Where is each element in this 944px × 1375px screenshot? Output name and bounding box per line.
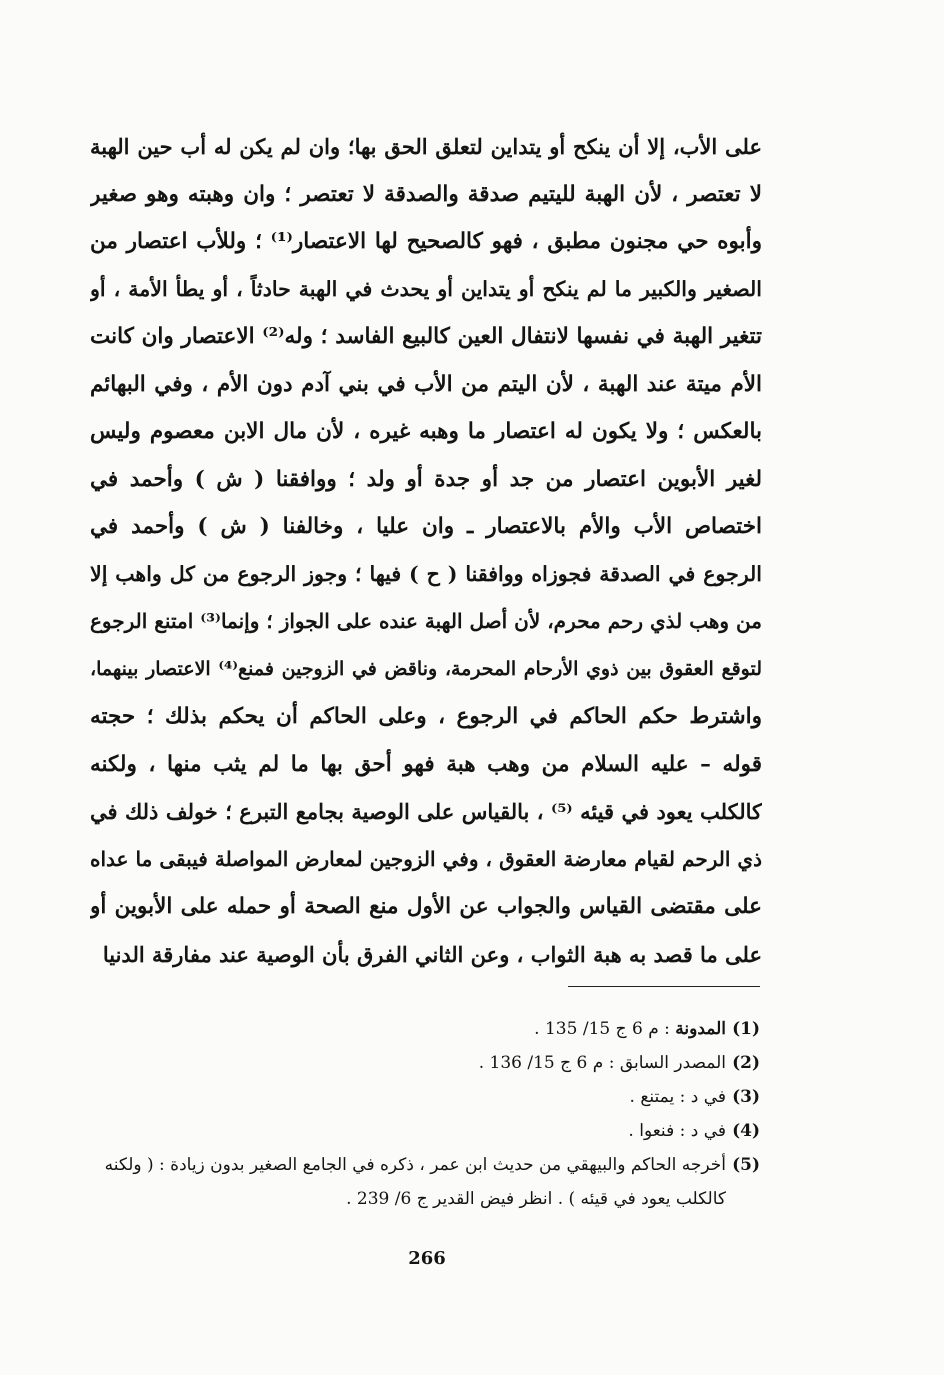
- text-line: الصغير والكبير ما لم ينكح أو يتداين أو يحدث في الهبة حادثاً ، أو يطأ الأمة ، أو: [90, 276, 762, 301]
- text-line: على الأب، إلا أن ينكح أو يتداين لتعلق الحق بها؛ وان لم يكن له أب حين الهبة: [90, 134, 762, 159]
- text-line: كالكلب يعود في قيئه ⁽⁵⁾ ، بالقياس على الوصية بجامع التبرع ؛ خولف ذلك في: [90, 799, 762, 824]
- footnote-body: أخرجه الحاكم والبيهقي من حديث ابن عمر ، ذكره في الجامع الصغير بدون زيادة : ( ولكنه كالكلب يعود في قيئه ) . انظر فيض القدير ج 6/ 239 .: [104, 1155, 726, 1209]
- footnote-text: [80, 1012, 726, 1046]
- text-line: واشترط حكم الحاكم في الرجوع ، وعلى الحاكم أن يحكم بذلك ؛ حجته: [90, 704, 762, 729]
- footnote-number: (4): [732, 1121, 760, 1141]
- footnote-item: [80, 1148, 760, 1216]
- text-line: تتغير الهبة في نفسها لانتفال العين كالبيع الفاسد ؛ وله⁽²⁾ الاعتصار وان كانت: [90, 324, 762, 349]
- footnote-body: في د : يمتنع .: [629, 1087, 726, 1107]
- footnote-body: في د : فنعوا .: [628, 1121, 726, 1141]
- text-line: ذي الرحم لقيام معارضة العقوق ، وفي الزوجين لمعارض المواصلة فيبقى ما عداه: [90, 846, 762, 871]
- text-line: وأبوه حي مجنون مطبق ، فهو كالصحيح لها الاعتصار⁽¹⁾ ؛ وللأب اعتصار من: [90, 229, 762, 254]
- footnote-separator: [568, 986, 760, 987]
- text-line: من وهب لذي رحم محرم، لأن أصل الهبة عنده على الجواز ؛ وإنما⁽³⁾ امتنع الرجوع: [90, 609, 762, 633]
- text-line: لا تعتصر ، لأن الهبة لليتيم صدقة والصدقة لا تعتصر ؛ وان وهبته وهو صغير: [90, 181, 762, 207]
- text-line: بالعكس ؛ ولا يكون له اعتصار ما وهبه غيره ، لأن مال الابن معصوم وليس: [90, 419, 762, 444]
- text-line: قوله – عليه السلام من وهب هبة فهو أحق بها ما لم يثب منها ، ولكنه: [90, 751, 762, 777]
- text-line: على ما قصد به هبة الثواب ، وعن الثاني الفرق بأن الوصية عند مفارقة الدنيا: [102, 941, 762, 967]
- text-line: الأم ميتة عند الهبة ، لأن اليتم من الأب في بني آدم دون الأم ، وفي البهائم: [90, 371, 762, 397]
- footnote-number: (3): [732, 1087, 760, 1107]
- footnote-body: المصدر السابق : م 6 ج 15/ 136 .: [478, 1053, 726, 1073]
- footnotes: [80, 1012, 760, 1216]
- text-line: لتوقع العقوق بين ذوي الأرحام المحرمة، وناقض في الزوجين فمنع⁽⁴⁾ الاعتصار بينهما،: [90, 657, 762, 680]
- main-text: [90, 123, 762, 978]
- text-line: على مقتضى القياس والجواب عن الأول منع الصحة أو حمله على الأبوين أو: [90, 894, 762, 919]
- footnote-item: [80, 1080, 760, 1114]
- footnote-source: المدونة: [675, 1019, 726, 1039]
- footnote-number: (5): [732, 1155, 760, 1175]
- footnote-item: [80, 1114, 760, 1148]
- text-line: الرجوع في الصدقة فجوزاه ووافقنا ( ح ) فيها ؛ وجوز الرجوع من كل واهب إلا: [90, 561, 762, 586]
- text-line: اختصاص الأب والأم بالاعتصار ـ وان عليا ، وخالفنا ( ش ) وأحمد في: [90, 514, 762, 539]
- page-number: 266: [408, 1248, 446, 1269]
- text-line: لغير الأبوين اعتصار من جد أو جدة أو ولد ؛ ووافقنا ( ش ) وأحمد في: [90, 466, 762, 492]
- footnote-item: [80, 1012, 760, 1046]
- footnote-number: (2): [732, 1053, 760, 1073]
- footnote-number: (1): [732, 1019, 760, 1039]
- footnote-item: [80, 1046, 760, 1080]
- footnote-body: : م 6 ج 15/ 135 .: [534, 1019, 676, 1039]
